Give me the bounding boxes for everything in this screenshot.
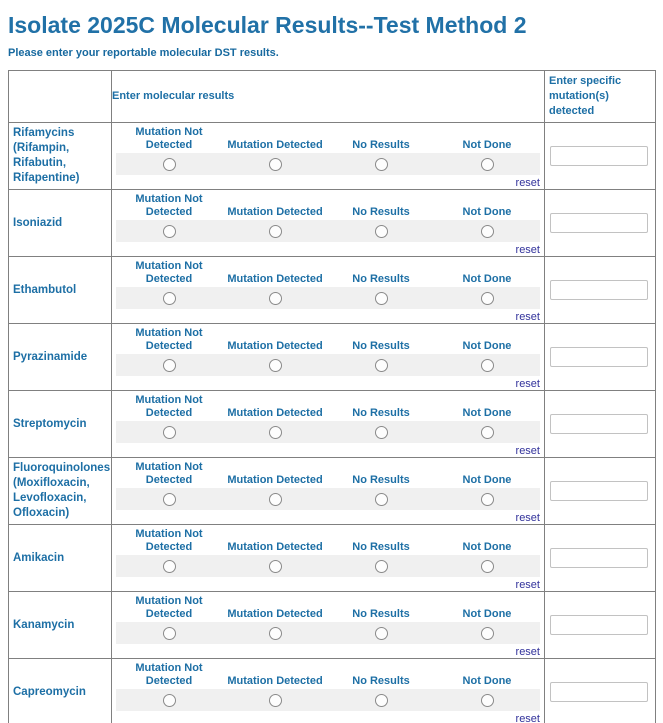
reset-row bbox=[116, 310, 540, 322]
option-headers bbox=[116, 394, 540, 421]
radio-cell-no-results bbox=[328, 153, 434, 175]
radio-cell-not-done bbox=[434, 287, 540, 309]
reset-row bbox=[116, 243, 540, 255]
option-label-not-done: Not Done bbox=[462, 474, 512, 486]
option-label-not-done: Not Done bbox=[462, 273, 512, 285]
reset-link[interactable]: reset bbox=[515, 311, 540, 323]
radio-cell-mutation-detected bbox=[222, 689, 328, 711]
reset-link[interactable]: reset bbox=[515, 512, 540, 524]
mutation-cell bbox=[545, 257, 656, 324]
radio-cell-mutation-detected bbox=[222, 421, 328, 443]
option-label-mutation-not-detected: Mutation Not Detected bbox=[135, 394, 203, 419]
drug-name: Kanamycin bbox=[9, 592, 112, 659]
mutation-cell bbox=[545, 123, 656, 190]
radio-cell-no-results bbox=[328, 421, 434, 443]
radio-cell-mutation-not-detected bbox=[116, 689, 222, 711]
mutation-input[interactable] bbox=[550, 615, 648, 635]
radio-cell-mutation-not-detected bbox=[116, 555, 222, 577]
mutation-input[interactable] bbox=[550, 213, 648, 233]
option-label-mutation-detected: Mutation Detected bbox=[227, 608, 323, 620]
radio-mutation-not-detected[interactable] bbox=[163, 493, 176, 506]
radio-cell-mutation-detected bbox=[222, 488, 328, 510]
option-label-mutation-not-detected: Mutation Not Detected bbox=[135, 595, 203, 620]
mutation-input[interactable] bbox=[550, 146, 648, 166]
radio-not-done[interactable] bbox=[481, 158, 494, 171]
option-label-no-results: No Results bbox=[352, 206, 410, 218]
radio-mutation-detected[interactable] bbox=[269, 426, 282, 439]
drug-row-fluoroquinolones bbox=[9, 458, 656, 525]
radio-cell-mutation-not-detected bbox=[116, 488, 222, 510]
option-label-mutation-detected: Mutation Detected bbox=[227, 273, 323, 285]
radio-not-done[interactable] bbox=[481, 627, 494, 640]
drug-row-capreomycin bbox=[9, 659, 656, 723]
radio-mutation-not-detected[interactable] bbox=[163, 694, 176, 707]
reset-row bbox=[116, 444, 540, 456]
results-cell bbox=[112, 123, 545, 190]
radio-mutation-not-detected[interactable] bbox=[163, 359, 176, 372]
radio-cell-no-results bbox=[328, 689, 434, 711]
reset-link[interactable]: reset bbox=[515, 378, 540, 390]
table-header-row bbox=[9, 71, 656, 123]
option-label-mutation-detected: Mutation Detected bbox=[227, 474, 323, 486]
results-table bbox=[8, 70, 656, 723]
radio-band bbox=[116, 622, 540, 644]
reset-link[interactable]: reset bbox=[515, 244, 540, 256]
results-cell bbox=[112, 525, 545, 592]
radio-mutation-detected[interactable] bbox=[269, 493, 282, 506]
drug-row-pyrazinamide bbox=[9, 324, 656, 391]
option-label-mutation-detected: Mutation Detected bbox=[227, 541, 323, 553]
radio-cell-mutation-not-detected bbox=[116, 622, 222, 644]
radio-not-done[interactable] bbox=[481, 225, 494, 238]
corner-cell bbox=[9, 71, 112, 123]
drug-row-kanamycin bbox=[9, 592, 656, 659]
option-label-no-results: No Results bbox=[352, 340, 410, 352]
option-label-mutation-not-detected: Mutation Not Detected bbox=[135, 327, 203, 352]
radio-no-results[interactable] bbox=[375, 292, 388, 305]
radio-mutation-not-detected[interactable] bbox=[163, 225, 176, 238]
reset-row bbox=[116, 712, 540, 723]
reset-row bbox=[116, 578, 540, 590]
option-label-not-done: Not Done bbox=[462, 340, 512, 352]
option-label-mutation-not-detected: Mutation Not Detected bbox=[135, 461, 203, 486]
radio-cell-mutation-detected bbox=[222, 220, 328, 242]
radio-mutation-not-detected[interactable] bbox=[163, 158, 176, 171]
option-label-mutation-detected: Mutation Detected bbox=[227, 340, 323, 352]
drug-name: Fluoroquinolones (Moxifloxacin, Levofloxacin, Ofloxacin) bbox=[9, 458, 112, 525]
radio-cell-not-done bbox=[434, 354, 540, 376]
radio-mutation-not-detected[interactable] bbox=[163, 560, 176, 573]
radio-band bbox=[116, 153, 540, 175]
option-label-no-results: No Results bbox=[352, 407, 410, 419]
radio-cell-not-done bbox=[434, 622, 540, 644]
reset-link[interactable]: reset bbox=[515, 445, 540, 457]
radio-no-results[interactable] bbox=[375, 493, 388, 506]
radio-no-results[interactable] bbox=[375, 426, 388, 439]
mutation-input[interactable] bbox=[550, 548, 648, 568]
option-label-mutation-detected: Mutation Detected bbox=[227, 139, 323, 151]
reset-row bbox=[116, 377, 540, 389]
drug-name: Isoniazid bbox=[9, 190, 112, 257]
option-headers bbox=[116, 595, 540, 622]
radio-mutation-not-detected[interactable] bbox=[163, 426, 176, 439]
option-label-mutation-detected: Mutation Detected bbox=[227, 407, 323, 419]
drug-name: Rifamycins (Rifampin, Rifabutin, Rifapentine) bbox=[9, 123, 112, 190]
option-label-no-results: No Results bbox=[352, 474, 410, 486]
drug-row-ethambutol bbox=[9, 257, 656, 324]
radio-not-done[interactable] bbox=[481, 694, 494, 707]
option-label-not-done: Not Done bbox=[462, 608, 512, 620]
results-table-body bbox=[9, 71, 656, 723]
drug-row-rifamycins bbox=[9, 123, 656, 190]
radio-mutation-detected[interactable] bbox=[269, 694, 282, 707]
reset-link[interactable]: reset bbox=[515, 579, 540, 591]
radio-cell-no-results bbox=[328, 354, 434, 376]
radio-mutation-not-detected[interactable] bbox=[163, 627, 176, 640]
radio-cell-no-results bbox=[328, 622, 434, 644]
radio-cell-not-done bbox=[434, 689, 540, 711]
radio-no-results[interactable] bbox=[375, 560, 388, 573]
reset-row bbox=[116, 176, 540, 188]
radio-band bbox=[116, 354, 540, 376]
radio-cell-mutation-not-detected bbox=[116, 220, 222, 242]
mutation-column-header: Enter specific mutation(s) detected bbox=[545, 71, 656, 123]
mutation-input[interactable] bbox=[550, 481, 648, 501]
radio-cell-mutation-not-detected bbox=[116, 287, 222, 309]
drug-row-streptomycin bbox=[9, 391, 656, 458]
mutation-cell bbox=[545, 324, 656, 391]
option-label-mutation-not-detected: Mutation Not Detected bbox=[135, 126, 203, 151]
option-label-mutation-detected: Mutation Detected bbox=[227, 675, 323, 687]
option-headers bbox=[116, 193, 540, 220]
drug-name: Streptomycin bbox=[9, 391, 112, 458]
radio-cell-mutation-not-detected bbox=[116, 153, 222, 175]
radio-no-results[interactable] bbox=[375, 225, 388, 238]
radio-no-results[interactable] bbox=[375, 694, 388, 707]
radio-cell-mutation-detected bbox=[222, 622, 328, 644]
option-label-not-done: Not Done bbox=[462, 139, 512, 151]
mutation-input[interactable] bbox=[550, 280, 648, 300]
page-subtitle: Please enter your reportable molecular DST results. bbox=[8, 47, 279, 59]
mutation-cell bbox=[545, 190, 656, 257]
reset-row bbox=[116, 511, 540, 523]
mutation-cell bbox=[545, 592, 656, 659]
radio-cell-no-results bbox=[328, 555, 434, 577]
option-label-no-results: No Results bbox=[352, 139, 410, 151]
radio-cell-no-results bbox=[328, 220, 434, 242]
radio-band bbox=[116, 220, 540, 242]
option-label-no-results: No Results bbox=[352, 273, 410, 285]
results-cell bbox=[112, 659, 545, 723]
radio-cell-mutation-detected bbox=[222, 354, 328, 376]
option-headers bbox=[116, 461, 540, 488]
mutation-cell bbox=[545, 391, 656, 458]
radio-band bbox=[116, 689, 540, 711]
option-label-no-results: No Results bbox=[352, 675, 410, 687]
radio-band bbox=[116, 287, 540, 309]
drug-row-amikacin bbox=[9, 525, 656, 592]
radio-cell-not-done bbox=[434, 421, 540, 443]
radio-mutation-detected[interactable] bbox=[269, 359, 282, 372]
radio-mutation-detected[interactable] bbox=[269, 292, 282, 305]
radio-mutation-detected[interactable] bbox=[269, 627, 282, 640]
radio-band bbox=[116, 555, 540, 577]
radio-cell-mutation-detected bbox=[222, 153, 328, 175]
radio-cell-no-results bbox=[328, 287, 434, 309]
mutation-cell bbox=[545, 525, 656, 592]
reset-link[interactable]: reset bbox=[515, 646, 540, 658]
drug-name: Pyrazinamide bbox=[9, 324, 112, 391]
radio-not-done[interactable] bbox=[481, 426, 494, 439]
option-headers bbox=[116, 327, 540, 354]
option-headers bbox=[116, 260, 540, 287]
option-label-not-done: Not Done bbox=[462, 541, 512, 553]
radio-cell-mutation-detected bbox=[222, 555, 328, 577]
reset-link[interactable]: reset bbox=[515, 177, 540, 189]
option-label-mutation-not-detected: Mutation Not Detected bbox=[135, 260, 203, 285]
molecular-results-header: Enter molecular results bbox=[112, 71, 545, 123]
results-cell bbox=[112, 257, 545, 324]
results-cell bbox=[112, 458, 545, 525]
option-label-not-done: Not Done bbox=[462, 407, 512, 419]
option-label-no-results: No Results bbox=[352, 608, 410, 620]
radio-cell-not-done bbox=[434, 220, 540, 242]
radio-mutation-detected[interactable] bbox=[269, 225, 282, 238]
results-cell bbox=[112, 190, 545, 257]
option-headers bbox=[116, 528, 540, 555]
option-label-mutation-not-detected: Mutation Not Detected bbox=[135, 193, 203, 218]
reset-link[interactable]: reset bbox=[515, 713, 540, 723]
radio-no-results[interactable] bbox=[375, 158, 388, 171]
radio-cell-mutation-not-detected bbox=[116, 354, 222, 376]
option-label-mutation-not-detected: Mutation Not Detected bbox=[135, 528, 203, 553]
option-label-mutation-detected: Mutation Detected bbox=[227, 206, 323, 218]
radio-cell-not-done bbox=[434, 153, 540, 175]
radio-no-results[interactable] bbox=[375, 627, 388, 640]
mutation-cell bbox=[545, 458, 656, 525]
radio-mutation-not-detected[interactable] bbox=[163, 292, 176, 305]
radio-not-done[interactable] bbox=[481, 493, 494, 506]
mutation-input[interactable] bbox=[550, 682, 648, 702]
radio-not-done[interactable] bbox=[481, 359, 494, 372]
radio-cell-mutation-detected bbox=[222, 287, 328, 309]
option-headers bbox=[116, 126, 540, 153]
option-label-not-done: Not Done bbox=[462, 675, 512, 687]
radio-cell-not-done bbox=[434, 488, 540, 510]
page-title: Isolate 2025C Molecular Results--Test Method 2 bbox=[8, 12, 527, 38]
radio-cell-no-results bbox=[328, 488, 434, 510]
drug-name: Ethambutol bbox=[9, 257, 112, 324]
mutation-input[interactable] bbox=[550, 414, 648, 434]
radio-no-results[interactable] bbox=[375, 359, 388, 372]
drug-row-isoniazid bbox=[9, 190, 656, 257]
radio-mutation-detected[interactable] bbox=[269, 560, 282, 573]
mutation-cell bbox=[545, 659, 656, 723]
radio-cell-not-done bbox=[434, 555, 540, 577]
radio-not-done[interactable] bbox=[481, 560, 494, 573]
option-label-not-done: Not Done bbox=[462, 206, 512, 218]
reset-row bbox=[116, 645, 540, 657]
option-label-no-results: No Results bbox=[352, 541, 410, 553]
radio-band bbox=[116, 421, 540, 443]
radio-mutation-detected[interactable] bbox=[269, 158, 282, 171]
drug-name: Capreomycin bbox=[9, 659, 112, 723]
mutation-input[interactable] bbox=[550, 347, 648, 367]
option-headers bbox=[116, 662, 540, 689]
option-label-mutation-not-detected: Mutation Not Detected bbox=[135, 662, 203, 687]
radio-not-done[interactable] bbox=[481, 292, 494, 305]
drug-name: Amikacin bbox=[9, 525, 112, 592]
radio-cell-mutation-not-detected bbox=[116, 421, 222, 443]
results-cell bbox=[112, 324, 545, 391]
radio-band bbox=[116, 488, 540, 510]
results-cell bbox=[112, 391, 545, 458]
results-cell bbox=[112, 592, 545, 659]
